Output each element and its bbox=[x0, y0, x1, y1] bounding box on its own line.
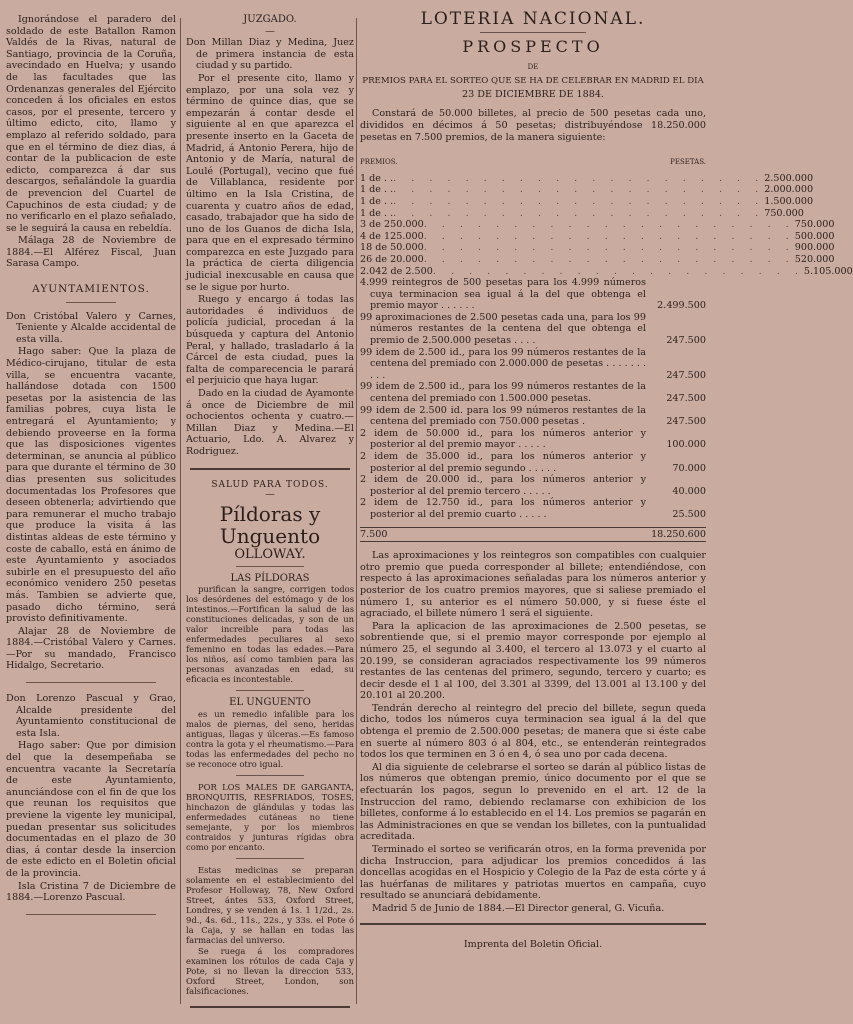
prize-table bbox=[360, 172, 853, 277]
prize-amount: 1.500.000 bbox=[764, 195, 814, 207]
edict-soldier-text: Ignorándose el paradero del soldado de este Batallon Ramon Valdés de la Rivas, natural de Santiago, provincia de la Coruña, avecindado en Huelva; y usando de las facultades que las Ordenanzas generales del Ejército conceden á los oficiales en estos casos, por el presente, tercero y último edicto, cito, llamo y emplazo al referido soldado, para que en el término de diez dias, á contar de la publicacion de este edicto, comparezca á dar sus descargos, señalándole la guardia de prevencion del Cuartel de Capuchinos de esta ciudad; y de no verificarlo en el plazo señalado, se le seguirá la causa en rebeldía. bbox=[6, 14, 176, 234]
prize-description-row bbox=[360, 347, 706, 382]
prize-label: 1 de . . bbox=[360, 184, 394, 196]
prize-description: 2 idem de 50.000 id., para los números anterior y posterior al del premio mayor . . . . . bbox=[360, 427, 646, 451]
prize-row bbox=[360, 195, 814, 208]
unguento-text: es un remedio infalible para los malos de piernas, del seno, heridas antiguas, llagas y úlceras.—Es famoso contra la gota y el rheumatismo.—Para todas las enfermedades del pecho no se reconoce otro igual. bbox=[186, 708, 354, 769]
ruega-text: Se ruega á los compradores examinen los rótulos de cada Caja y Pote, si no llevan la direccion 533, Oxford Street, London, son falsificaciones. bbox=[186, 945, 354, 996]
leader-dots: . . . . . . . . . . . . . . . . . . . . . bbox=[423, 230, 795, 242]
loteria-paragraph: Para la aplicacion de las aproximaciones de 2.500 pesetas, se sobrentiende que, si el premio mayor corresponde por ejemplo al número 25, el segundo al 3.400, el tercero al 13.073 y el cuarto al 20.199, se consideran agraciados respectivamente los 99 números restantes de las centenas del primero, segundo, tercero y cuarto; es decir desde el 1 al 100, del 3.301 al 3399, del 13.001 al 13.100 y del 20.101 al 20.200. bbox=[360, 620, 706, 702]
venta-text: Estas medicinas se preparan solamente en el establecimiento del Profesor Holloway, 78, New Oxford Street, ántes 533, Oxford Street, Londres, y se venden á 1s. 1 1/2d., 2s. 9d., 4s. 6d., 11s., 22s., y 33s. el Pote ó la Caja, y se hallan en todas las farmacias del universo. bbox=[186, 864, 354, 945]
prize-label: 1 de . . bbox=[360, 195, 394, 207]
loteria-intro: Constará de 50.000 billetes, al precio de 500 pesetas cada uno, divididos en décimos á 50 pesetas; distribuyéndose 18.250.000 pesetas en 7.500 premios, de la manera siguiente: bbox=[360, 108, 706, 143]
isla-official-title: Don Lorenzo Pascual y Grao, Alcalde presidente del Ayuntamiento constitucional de esta Isla. bbox=[6, 693, 176, 739]
pesetas-column-label: PESETAS. bbox=[670, 158, 706, 167]
isla-notice-text: Hago saber: Que por dimision del que la desempeñaba se encuentra vacante la Secretaría de este Ayuntamiento, anunciándose con el fin de que los que reunan los requisitos que previene la vigente ley municipal, puedan presentar sus solicitudes documentadas en el plazo de 30 dias, á contar desde la insercion de este edicto en el Boletin oficial de la provincia. bbox=[6, 740, 176, 879]
prize-total-row bbox=[360, 527, 706, 543]
prize-description-row bbox=[360, 381, 706, 404]
prize-amount: 2.500.000 bbox=[764, 172, 814, 184]
de-label: DE bbox=[527, 63, 539, 72]
prize-description: 2 idem de 35.000 id., para los números anterior y posterior al del premio segundo . . . . . bbox=[360, 451, 646, 474]
leader-dots: . . . . . . . . . . . . . . . . . . . . . bbox=[432, 265, 804, 277]
prize-row bbox=[360, 242, 835, 254]
prize-row bbox=[360, 253, 835, 266]
leader-dots: . . . . . . . . . . . . . . . . . . . . . bbox=[423, 219, 795, 231]
divider bbox=[190, 1006, 350, 1008]
prize-amount: 247.500 bbox=[666, 369, 706, 381]
prize-amount: 70.000 bbox=[672, 462, 706, 474]
alajar-notice-signature: Alajar 28 de Noviembre de 1884.—Cristóbal Valero y Carnes.—Por su mandado, Francisco Hidalgo, Secretario. bbox=[6, 625, 176, 672]
alajar-official-title: Don Cristóbal Valero y Carnes, Teniente y Alcalde accidental de esta villa. bbox=[6, 310, 176, 345]
column-2 bbox=[186, 14, 354, 1018]
imprenta-footer: Imprenta del Boletin Oficial. bbox=[463, 938, 603, 950]
unguento-heading: EL UNGUENTO bbox=[229, 697, 311, 709]
prize-amount: 40.000 bbox=[672, 485, 706, 497]
edict-soldier-signature: Málaga 28 de Noviembre de 1884.—El Alférez Fiscal, Juan Sarasa Campo. bbox=[6, 235, 176, 270]
leader-dots: . . . . . . . . . . . . . . . . . . . . . bbox=[393, 172, 765, 184]
pildoras-heading: LAS PÍLDORAS bbox=[230, 572, 310, 584]
prize-description: 99 idem de 2.500 id., para los 99 números restantes de la centena del premiado con 2.000.000 de pesetas . . . . . . . . . . bbox=[360, 346, 646, 381]
leader-dots: . . . . . . . . . . . . . . . . . . . . . bbox=[423, 253, 795, 265]
prize-label: 1 de . . bbox=[360, 207, 394, 219]
prize-amount: 247.500 bbox=[666, 393, 706, 405]
prize-amount: 2.000.000 bbox=[764, 184, 814, 196]
divider bbox=[360, 923, 706, 925]
prize-amount: 750.000 bbox=[764, 207, 804, 219]
prize-label: 3 de 250.000 bbox=[360, 219, 424, 231]
prize-amount: 25.500 bbox=[672, 508, 706, 520]
prize-amount: 247.500 bbox=[666, 335, 706, 347]
column-3 bbox=[360, 9, 853, 950]
column-1 bbox=[6, 14, 176, 925]
dash-separator: — bbox=[265, 25, 275, 37]
prize-amount: 2.499.500 bbox=[657, 300, 706, 312]
prize-row bbox=[360, 207, 804, 220]
prize-description-row bbox=[360, 428, 706, 451]
divider bbox=[236, 566, 304, 567]
juzgado-summons-text: Por el presente cito, llamo y emplazo, por una sola vez y término de quince dias, que se empezarán á contar desde el siguiente al en que aparezca el presente inserto en la Gaceta de Madrid, á Antonio Perera, hijo de Antonio y de María, natural de Loulé (Portugal), vecino que fué de Villablanca, residente por último en la Isla Cristina, de cuarenta y cuatro años de edad, casado, trabajador que ha sido de uno de los Guanos de dicha Isla, para que en el expresado término comparezca en este Juzgado para la práctica de cierta diligencia judicial inexcusable en causa que se le sigue por hurto. bbox=[186, 72, 354, 293]
prize-descriptions bbox=[360, 277, 706, 520]
divider bbox=[190, 468, 350, 470]
juzgado-request-text: Ruego y encargo á todas las autoridades é individuos de policía judicial, procedan á la búsqueda y captura del Antonio Peral, y hallado, trasladarlo á la Cárcel de esta ciudad, pues la falta de comparecencia le parará el perjuicio que haya lugar. bbox=[186, 294, 354, 387]
prize-row bbox=[360, 230, 835, 243]
loteria-paragraph: Terminado el sorteo se verificarán otros, en la forma prevenida por dicha Instruccion, para adjudicar los premios concedidos á las doncellas acogidas en el Hospicio y Colegio de la Paz de esta córte y á las huérfanas de militares y patriotas muertos en campaña, cuyo resultado se anunciará debidamente. bbox=[360, 844, 706, 902]
leader-dots: . . . . . . . . . . . . . . . . . . . . . bbox=[393, 207, 765, 219]
ad-top-line: SALUD PARA TODOS. bbox=[211, 479, 329, 490]
prize-amount: 500.000 bbox=[794, 230, 835, 242]
premios-column-label: PREMIOS. bbox=[360, 158, 398, 167]
section-heading-juzgado: JUZGADO. bbox=[243, 14, 297, 25]
prize-amount: 247.500 bbox=[666, 416, 706, 428]
prize-amount: 900.000 bbox=[794, 242, 835, 254]
divider bbox=[480, 32, 586, 33]
prize-label: 26 de 20.000 bbox=[360, 253, 424, 265]
prize-table-header bbox=[360, 157, 706, 169]
isla-notice-signature: Isla Cristina 7 de Diciembre de 1884.—Lorenzo Pascual. bbox=[6, 880, 176, 904]
alajar-notice-text: Hago saber: Que la plaza de Médico-cirujano, titular de esta villa, se encuentra vacante, hallándose dotada con 1500 pesetas por la asistencia de las familias pobres, cuya lista le entregará el Ayuntamiento; y debiendo proveerse en la forma que las disposiciones vigentes determinan, se anuncia al público para que durante el término de 30 dias presenten sus solicitudes documentadas los Profesores que deseen obtenerla; advirtiendo que para remunerar el mucho trabajo que produce la visita á las distintas aldeas de este término y coste de caballo, está en ánimo de este Ayuntamiento y asociados subirle en el presupuesto del año económico venidero 250 pesetas más. Tambien se advierte que, pasado dicho término, será provisto definitivamente. bbox=[6, 346, 176, 625]
juez-title: Don Millan Diaz y Medina, Juez de primera instancia de esta ciudad y su partido. bbox=[186, 37, 354, 72]
divider bbox=[236, 775, 304, 776]
prize-description-row bbox=[360, 451, 706, 474]
ad-title: Píldoras y Unguento bbox=[219, 501, 321, 548]
prize-row bbox=[360, 265, 853, 278]
divider bbox=[236, 858, 304, 859]
prospecto-title: PROSPECTO bbox=[462, 36, 604, 56]
prize-row bbox=[360, 172, 814, 185]
loteria-paragraph: Las aproximaciones y los reintegros son compatibles con cualquier otro premio que pueda corresponder al billete; entendiéndose, con respecto á las aproximaciones señaladas para los números anterior y posterior de los cuatro premios mayores, que si saliese premiado el número 1, su anterior es el número 50.000, y si fuese éste el agraciado, el billete número 1 será el siguiente. bbox=[360, 550, 706, 620]
prize-description: 4.999 reintegros de 500 pesetas para los 4.999 números cuya terminacion sea igual á la del que obtenga el premio mayor . . . . . . bbox=[360, 277, 646, 312]
prize-amount: 100.000 bbox=[666, 439, 706, 451]
divider bbox=[236, 690, 304, 691]
total-premios: 7.500 bbox=[360, 528, 388, 540]
prize-amount: 750.000 bbox=[794, 219, 835, 231]
prize-description: 99 idem de 2.500 id., para los 99 números restantes de la centena del premiado con 1.500.000 pesetas. bbox=[360, 381, 646, 405]
premios-line: PREMIOS PARA EL SORTEO QUE SE HA DE CELEBRAR EN MADRID EL DIA bbox=[362, 75, 704, 86]
column-rule bbox=[356, 18, 357, 1004]
divider bbox=[26, 682, 156, 683]
prize-description-row bbox=[360, 312, 706, 347]
prize-label: 18 de 50.000 bbox=[360, 242, 424, 254]
prize-description: 99 idem de 2.500 id. para los 99 números restantes de la centena del premiado con 750.000 pesetas . bbox=[360, 404, 646, 428]
loteria-paragraph: Al dia siguiente de celebrarse el sorteo se darán al público listas de los números que obtengan premio, único documento por el que se efectuarán los pagos, segun lo prevenido en el art. 12 de la Instruccion del ramo, debiendo reclamarse con exhibicion de los billetes, conforme á lo establecido en el 14. Los premios se pagarán en las Administraciones en que se vendan los billetes, con la puntualidad acreditada. bbox=[360, 761, 706, 843]
section-heading-ayuntamientos: AYUNTAMIENTOS. bbox=[32, 283, 150, 296]
divider bbox=[66, 302, 116, 303]
loteria-paragraph: Tendrán derecho al reintegro del precio del billete, segun queda dicho, todos los números cuya terminacion sea igual á la del que obtenga el premio de 2.500.000 pesetas; de manera que si éste cabe en suerte al número 803 ó al 804, etc., se entenderán reintegrados todos los que terminen en 3 ó en 4, ó sea uno por cada decena. bbox=[360, 702, 706, 761]
leader-dots: . . . . . . . . . . . . . . . . . . . . . bbox=[393, 195, 765, 207]
column-rule bbox=[180, 18, 181, 1004]
divider bbox=[26, 914, 156, 915]
prize-description-row bbox=[360, 277, 706, 312]
prize-row bbox=[360, 219, 835, 231]
prize-label: 4 de 125.000 bbox=[360, 230, 424, 242]
dash-separator: — bbox=[265, 489, 275, 501]
ad-title-holloway: OLLOWAY. bbox=[234, 546, 306, 562]
males-garganta-text: POR LOS MALES DE GARGANTA, BRONQUITIS, RESFRIADOS, TOSES, hinchazon de glándulas y todas las enfermedades cutáneas no tiene semejante, y por los miembros contraidos y junturas rígidas obra como por encanto. bbox=[186, 781, 354, 852]
prize-amount: 520.000 bbox=[794, 253, 835, 265]
prize-label: 2.042 de 2.500 bbox=[360, 265, 433, 277]
prize-row bbox=[360, 184, 814, 196]
prize-label: 1 de . . bbox=[360, 172, 394, 184]
prize-amount: 5.105.000 bbox=[803, 265, 853, 277]
prize-description-row bbox=[360, 497, 706, 520]
pildoras-text: purifican la sangre, corrigen todos los desórdenes del estómago y de los intestinos.—Fortifican la salud de las constituciones delicadas, y son de un valor increible para todas las enfermedades peculiares al sexo femenino en todas las edades.—Para los niños, así como tambien para las personas avanzadas en edad, su eficacia es incontestable. bbox=[186, 584, 354, 685]
juzgado-signature: Dado en la ciudad de Ayamonte á once de Diciembre de mil ochocientos ochenta y cuatro.— Millan Diaz y Medina.—El Actuario, Ldo. A. Alvarez y Rodriguez. bbox=[186, 388, 354, 457]
leader-dots: . . . . . . . . . . . . . . . . . . . . . bbox=[393, 184, 765, 196]
prize-description: 99 aproximaciones de 2.500 pesetas cada una, para los 99 números restantes de la centena del que obtenga el premio de 2.500.000 pesetas . . . . bbox=[360, 311, 646, 347]
prize-description: 2 idem de 12.750 id., para los números anterior y posterior al del premio cuarto . . . . . bbox=[360, 497, 646, 520]
sorteo-date: 23 DE DICIEMBRE DE 1884. bbox=[462, 88, 604, 100]
loteria-title: LOTERIA NACIONAL. bbox=[420, 9, 646, 29]
loteria-signature: Madrid 5 de Junio de 1884.—El Director general, G. Vicuña. bbox=[372, 902, 665, 914]
prize-description: 2 idem de 20.000 id., para los números anterior y posterior al del premio tercero . . . . . bbox=[360, 474, 646, 497]
leader-dots: . . . . . . . . . . . . . . . . . . . . . bbox=[423, 242, 795, 254]
prize-description-row bbox=[360, 405, 706, 428]
prize-description-row bbox=[360, 474, 706, 497]
total-pesetas: 18.250.600 bbox=[651, 528, 706, 540]
